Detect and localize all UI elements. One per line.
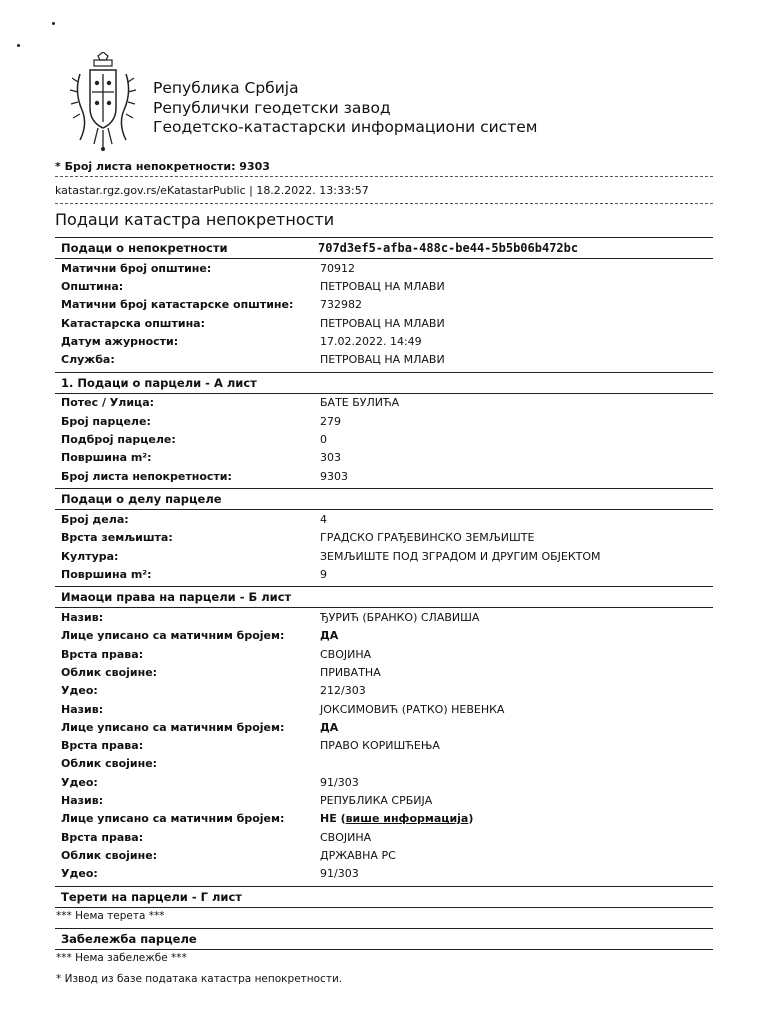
table-row	[55, 737, 713, 755]
row-value: ЗЕМЉИШТЕ ПОД ЗГРАДОМ И ДРУГИМ ОБЈЕКТОМ	[320, 549, 601, 563]
row-label: Култура:	[61, 549, 119, 563]
row-label: Подброј парцеле:	[61, 433, 176, 447]
annotation-note: *** Нема забележбе ***	[56, 952, 187, 965]
row-label: Број парцеле:	[61, 414, 151, 428]
row-value: ДРЖАВНА РС	[320, 848, 396, 862]
row-value: 0	[320, 433, 327, 447]
burdens-note: *** Нема терета ***	[56, 910, 165, 923]
row-value: 70912	[320, 261, 355, 275]
table-row	[55, 296, 713, 314]
footer-note: * Извод из базе података катастра непокретности.	[56, 973, 343, 986]
table-row	[55, 645, 713, 663]
table-row	[55, 314, 713, 332]
section-header-parcel	[55, 372, 713, 394]
table-row	[55, 277, 713, 295]
row-label: Назив:	[61, 611, 104, 625]
row-value: 732982	[320, 298, 362, 312]
table-row	[55, 846, 713, 864]
section-label: Имаоци права на парцели - Б лист	[61, 590, 292, 605]
row-value-group: НЕ (више информација)	[320, 812, 474, 826]
row-label: Лице уписано са матичним бројем:	[61, 720, 285, 734]
row-value: 17.02.2022. 14:49	[320, 334, 422, 348]
row-label: Матични број општине:	[61, 261, 212, 275]
row-value: ПРАВО КОРИШЋЕЊА	[320, 739, 440, 753]
row-label: Врста земљишта:	[61, 531, 173, 545]
row-value: СВОЈИНА	[320, 830, 372, 844]
row-label: Општина:	[61, 279, 124, 293]
divider	[55, 203, 713, 204]
row-label: Назив:	[61, 702, 104, 716]
row-label: Површина m²:	[61, 451, 152, 465]
row-label: Врста права:	[61, 830, 144, 844]
row-label: Удео:	[61, 867, 98, 881]
divider	[55, 176, 713, 177]
section-header-annotation	[55, 928, 713, 950]
row-value: ЈОКСИМОВИЋ (РАТКО) НЕВЕНКА	[320, 702, 505, 716]
table-row	[55, 332, 713, 350]
row-label: Матични број катастарске општине:	[61, 298, 294, 312]
coat-of-arms-icon	[68, 52, 138, 152]
row-value: ГРАДСКО ГРАЂЕВИНСКО ЗЕМЉИШТЕ	[320, 531, 535, 545]
sheet-number: * Број листа непокретности: 9303	[55, 160, 270, 173]
row-value: 9	[320, 567, 327, 581]
page-title: Подаци катастра непокретности	[55, 210, 335, 229]
section-label: Забележба парцеле	[61, 931, 197, 946]
row-label: Лице уписано са матичним бројем:	[61, 812, 285, 826]
table-row	[55, 565, 713, 583]
property-rows	[55, 259, 713, 369]
scan-speck	[17, 44, 20, 47]
table-row	[55, 350, 713, 368]
row-label: Потес / Улица:	[61, 396, 155, 410]
table-row	[55, 394, 713, 412]
table-row	[55, 773, 713, 791]
row-label: Врста права:	[61, 647, 144, 661]
table-row	[55, 700, 713, 718]
header-line-2: Републички геодетски завод	[153, 98, 391, 117]
row-value: 91/303	[320, 867, 359, 881]
row-label: Површина m²:	[61, 567, 152, 581]
row-value: 279	[320, 414, 341, 428]
row-label: Облик својине:	[61, 848, 158, 862]
table-row	[55, 467, 713, 485]
row-label: Број листа непокретности:	[61, 469, 232, 483]
row-value: ДА	[320, 720, 339, 734]
section-header-part	[55, 488, 713, 510]
row-value: ЂУРИЋ (БРАНКО) СЛАВИША	[320, 611, 480, 625]
header-line-1: Република Србија	[153, 79, 299, 97]
section-label: 1. Подаци о парцели - А лист	[61, 375, 257, 390]
cadastre-table	[55, 236, 713, 988]
row-label: Служба:	[61, 353, 115, 367]
row-value: 4	[320, 512, 327, 526]
row-label: Облик својине:	[61, 757, 158, 771]
row-value: 212/303	[320, 684, 366, 698]
table-row	[55, 828, 713, 846]
table-row	[55, 529, 713, 547]
section-header-burdens	[55, 886, 713, 908]
table-row	[55, 682, 713, 700]
table-row	[55, 510, 713, 528]
row-label: Врста права:	[61, 739, 144, 753]
table-row	[55, 412, 713, 430]
table-row	[55, 449, 713, 467]
row-value: РЕПУБЛИКА СРБИЈА	[320, 794, 433, 808]
table-row	[55, 608, 713, 626]
row-value: ПЕТРОВАЦ НА МЛАВИ	[320, 316, 445, 330]
source-url-timestamp: katastar.rgz.gov.rs/eKatastarPublic | 18.2.2022. 13:33:57	[55, 184, 369, 197]
row-value: ПЕТРОВАЦ НА МЛАВИ	[320, 279, 445, 293]
table-row	[55, 755, 713, 773]
row-label: Број дела:	[61, 512, 129, 526]
section-label: Подаци о непокретности	[61, 241, 228, 255]
section-header-property	[55, 237, 713, 259]
row-label: Катастарска општина:	[61, 316, 205, 330]
property-id: 707d3ef5-afba-488c-be44-5b5b06b472bc	[318, 241, 579, 255]
table-row	[55, 718, 713, 736]
table-row	[55, 791, 713, 809]
section-label: Терети на парцели - Г лист	[61, 889, 242, 904]
section-header-owners	[55, 586, 713, 608]
row-value: ПЕТРОВАЦ НА МЛАВИ	[320, 353, 445, 367]
row-label: Лице уписано са матичним бројем:	[61, 629, 285, 643]
table-row	[55, 627, 713, 645]
table-row	[55, 547, 713, 565]
scan-speck	[52, 22, 55, 25]
table-row	[55, 430, 713, 448]
row-value: БАТЕ БУЛИЋА	[320, 396, 400, 410]
row-label: Назив:	[61, 794, 104, 808]
section-label: Подаци о делу парцеле	[61, 492, 222, 507]
row-label: Удео:	[61, 775, 98, 789]
header-line-3: Геодетско-катастарски информациони систем	[153, 118, 538, 136]
row-value: ПРИВАТНА	[320, 665, 381, 679]
row-value: 9303	[320, 469, 348, 483]
institution-header	[153, 79, 537, 138]
table-row	[55, 259, 713, 277]
row-value: 303	[320, 451, 341, 465]
table-row	[55, 810, 713, 828]
row-value: СВОЈИНА	[320, 647, 372, 661]
row-label: Облик својине:	[61, 665, 158, 679]
row-value: ДА	[320, 629, 339, 643]
row-label: Удео:	[61, 684, 98, 698]
table-row	[55, 663, 713, 681]
more-info-link[interactable]: више информација	[345, 812, 469, 826]
row-value: НЕ	[320, 812, 337, 826]
row-label: Датум ажурности:	[61, 334, 179, 348]
row-value: 91/303	[320, 775, 359, 789]
table-row	[55, 865, 713, 883]
